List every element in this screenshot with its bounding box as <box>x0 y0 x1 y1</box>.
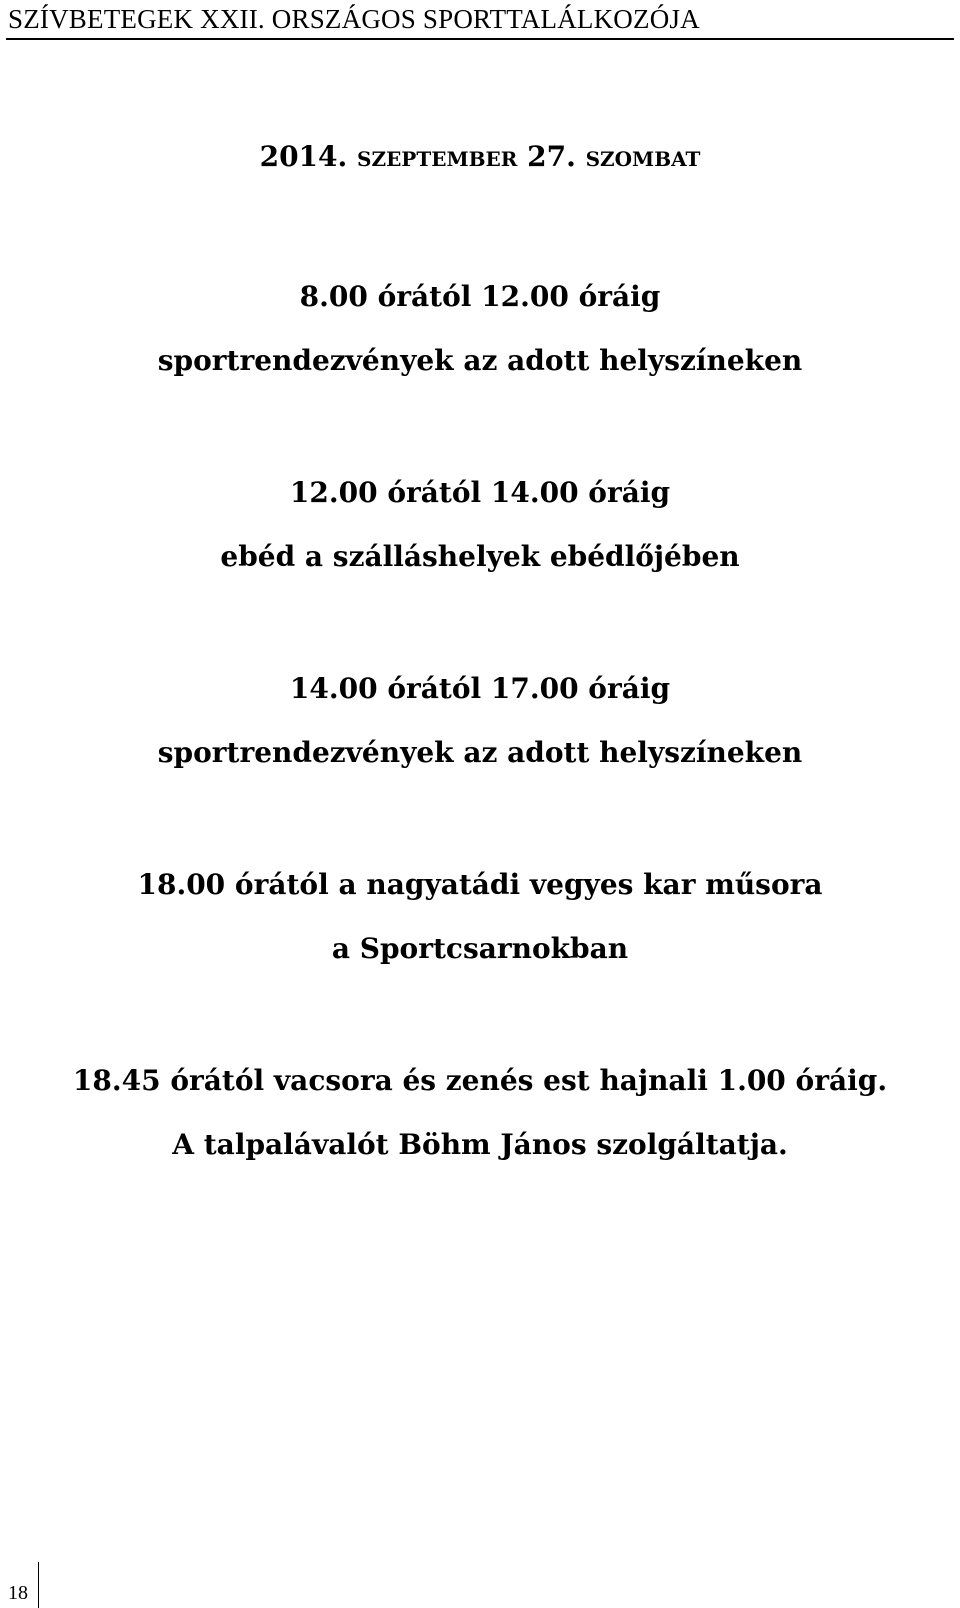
schedule-item-5-time: 18.45 órától vacsora és zenés est hajnali 1.00 óráig. <box>72 1064 888 1097</box>
schedule-item-4-time: 18.00 órától a nagyatádi vegyes kar műsora <box>137 868 823 901</box>
event-date: 2014. szeptember 27. szombat <box>259 140 701 173</box>
footer-divider <box>38 1562 39 1608</box>
schedule-item-1-time: 8.00 órától 12.00 óráig <box>299 280 661 313</box>
schedule-item-1-description: sportrendezvények az adott helyszíneken <box>157 344 803 377</box>
page-number: 18 <box>8 1582 28 1604</box>
schedule-item-2-description: ebéd a szálláshelyek ebédlőjében <box>220 540 740 573</box>
schedule-item-3-description: sportrendezvények az adott helyszíneken <box>157 736 803 769</box>
header-divider <box>6 38 954 40</box>
schedule-item-2-time: 12.00 órától 14.00 óráig <box>289 476 671 509</box>
schedule-item-5-description: A talpalávalót Böhm János szolgáltatja. <box>172 1128 788 1161</box>
header-title: SZÍVBETEGEK XXII. ORSZÁGOS SPORTTALÁLKOZÓJA <box>8 4 700 34</box>
schedule-item-3-time: 14.00 órától 17.00 óráig <box>289 672 671 705</box>
schedule-item-4-description: a Sportcsarnokban <box>331 932 629 965</box>
